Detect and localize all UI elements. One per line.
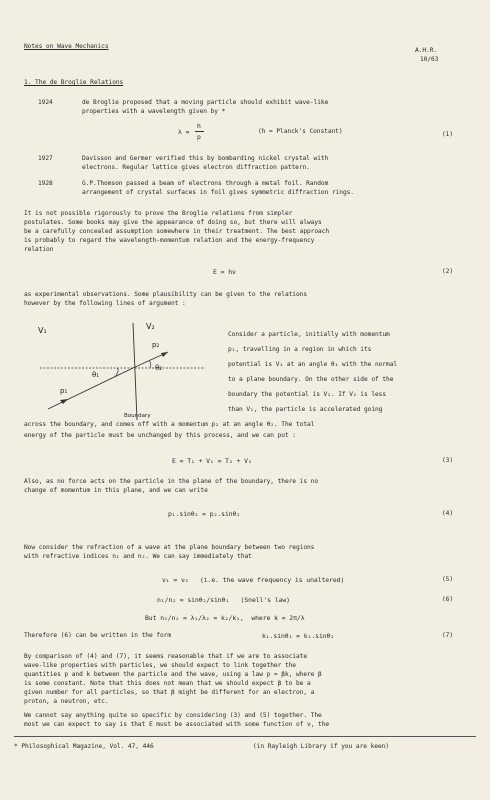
history-line: arrangement of crystal surfaces in foil gives symmetric diffraction rings.	[82, 189, 354, 196]
eq4: p₁.sinθ₁ = p₂.sinθ₂	[168, 510, 241, 518]
paragraph-line: change of momentum in this plane, and we can write	[24, 487, 208, 494]
history-line: properties with a wavelength given by *	[82, 108, 226, 115]
paragraph-line: It is not possible rigorously to prove the Broglie relations from simpler	[24, 210, 293, 217]
eq5-number: (5)	[442, 576, 454, 583]
paragraph-line: with refractive indices n₁ and n₂. We can say immediately that	[24, 553, 252, 560]
eq1-lhs: λ =	[178, 128, 190, 136]
history-line: G.P.Thomson passed a beam of electrons through a metal foil. Random	[82, 180, 329, 187]
history-line: de Broglie proposed that a moving particle should exhibit wave-like	[82, 99, 329, 106]
paragraph-line: however by the following lines of argument :	[24, 300, 186, 307]
side-text-line: than V₁, the particle is accelerated going	[228, 406, 383, 413]
side-text-line: potential is V₁ at an angle θ₁ with the normal	[228, 361, 398, 368]
p2-label: p₂	[152, 341, 160, 349]
refracted-arrowhead	[161, 352, 168, 357]
paragraph-line: most we can expect to say is that E must be associated with some function of ν, the	[24, 721, 330, 728]
eq1-numerator: h	[197, 122, 201, 130]
document-title: Notes on Wave Mechanics	[24, 43, 109, 50]
eq6b: But n₁/n₂ = λ₁/λ₂ = k₂/k₁, where k = 2π/λ	[145, 614, 305, 622]
paragraph-line: proton, a neutron, etc.	[24, 698, 109, 705]
paragraph-line: We cannot say anything quite so specific by considering (3) and (5) together. The	[24, 712, 322, 719]
theta2-arc	[149, 361, 151, 368]
history-line: electrons. Regular lattice gives electron diffraction pattern.	[82, 164, 310, 171]
paragraph-line: is some constant. Note that this does not mean that we should expect β to be a	[24, 680, 311, 687]
fraction-bar	[195, 131, 204, 132]
eq7-number: (7)	[442, 632, 454, 639]
paragraph-line: as experimental observations. Some plausibility can be given to the relations	[24, 291, 307, 298]
v2-label: V₂	[146, 322, 155, 331]
boundary-label: Boundary	[124, 413, 151, 419]
history-line: Davisson and Germer verified this by bombarding nickel crystal with	[82, 155, 329, 162]
p1-label: p₁	[60, 387, 68, 395]
side-text-line: boundary the potential is V₂. If V₂ is less	[228, 391, 387, 398]
paragraph-line: By comparison of (4) and (7), it seems reasonable that if we are to associate	[24, 653, 307, 660]
eq2-number: (2)	[442, 268, 454, 275]
eq1-denominator: p	[197, 133, 201, 141]
history-year: 1924	[38, 99, 53, 106]
history-year: 1927	[38, 155, 53, 162]
eq6-number: (6)	[442, 596, 454, 603]
paragraph-line: across the boundary, and comes off with a momentum p₂ at an angle θ₂. The total	[24, 421, 315, 428]
eq2: E = hν	[213, 268, 236, 276]
section-heading: 1. The de Broglie Relations	[24, 79, 124, 86]
eq7-lead: Therefore (6) can be written in the form	[24, 632, 172, 639]
v1-label: V₁	[38, 326, 47, 335]
eq6: n₁/n₂ = sinθ₂/sinθ₁ (Snell's law)	[157, 596, 290, 604]
paragraph-line: is probably to regard the wavelength-momentum relation and the energy-frequency	[24, 237, 315, 244]
paragraph-line: be a carefully concealed assumption somewhere in their treatment. The best approach	[24, 228, 330, 235]
footnote-citation: * Philosophical Magazine, Vol. 47, 446	[14, 743, 154, 750]
paragraph-line: quantities p and k between the particle and the wave, using a law p = βk, where β	[24, 671, 322, 678]
author-initials: A.H.R.	[415, 47, 438, 54]
eq1-number: (1)	[442, 131, 454, 138]
eq7: k₁.sinθ₁ = k₂.sinθ₂	[262, 632, 335, 640]
incident-arrowhead	[60, 399, 68, 404]
paragraph-line: postulates. Some books may give the appearance of doing so, but there will always	[24, 219, 322, 226]
eq5: ν₁ = ν₂ (i.e. the wave frequency is unaltered)	[162, 576, 345, 584]
history-year: 1928	[38, 180, 53, 187]
side-text-line: p₁, travelling in a region in which its	[228, 346, 372, 353]
eq3: E = T₁ + V₁ = T₂ + V₂	[172, 457, 252, 465]
paragraph-line: energy of the particle must be unchanged by this process, and we can put :	[24, 432, 296, 439]
document-date: 10/63	[420, 56, 439, 63]
paragraph-line: relation	[24, 246, 54, 253]
footnote-rule	[14, 736, 476, 737]
footnote-note: (in Rayleigh Library if you are keen)	[253, 743, 389, 750]
eq3-number: (3)	[442, 457, 454, 464]
paragraph-line: wave-like properties with particles, we should expect to link together the	[24, 662, 296, 669]
refraction-diagram	[20, 315, 220, 425]
eq1-note: (h = Planck's Constant)	[258, 128, 343, 135]
eq4-number: (4)	[442, 510, 454, 517]
paragraph-line: given number for all particles, so that β might be different for an electron, a	[24, 689, 315, 696]
boundary-line	[133, 323, 137, 420]
side-text-line: to a plane boundary. On the other side of the	[228, 376, 394, 383]
side-text-line: Consider a particle, initially with momentum	[228, 331, 390, 338]
theta1-label: θ₁	[92, 371, 100, 379]
paragraph-line: Now consider the refraction of a wave at the plane boundary between two regions	[24, 544, 315, 551]
theta2-label: θ₂	[155, 364, 163, 372]
paragraph-line: Also, as no force acts on the particle in the plane of the boundary, there is no	[24, 478, 319, 485]
